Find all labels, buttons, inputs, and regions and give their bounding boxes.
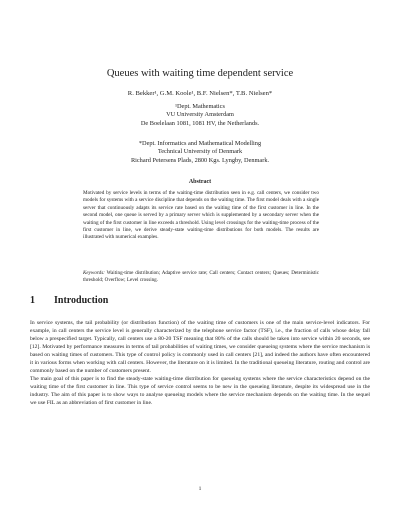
abstract-heading: Abstract [188,179,212,185]
affiliation-line: Technical University of Denmark [157,148,243,156]
affiliation-line: Richard Petersens Plads, 2800 Kgs. Lyngby, Denmark. [130,156,270,164]
section-number: 1 [30,295,35,306]
abstract-text: Motivated by service levels in terms of the waiting-time distribution seen in e.g. call centers, we consider two models for systems with a service discipline that depends on the waiting time. The first model deals with a single server that continuously adapts its service rate based on the waiting time of the first customer in line. In the second model, one queue is served by a primary server which is supplemented by a secondary server when the waiting of the first customer in line exceeds a threshold. Using level crossings for the waiting-time process of the first customer in line, we derive steady-state waiting-time distributions for both models. The results are illustrated with numerical examples. [83,190,319,241]
keywords-list: Waiting-time distribution; Adaptive service rate; Call centers; Contact centers; Queues; Deterministic threshold; Overflow; Level crossing. [83,270,319,284]
paragraph: In service systems, the tail probability (or distribution function) of the waiting time of customers is one of the main service-level indicators. For example, in call centers the service level is generally characterized by the telephone service factor (TSF), i.e., the fraction of calls whose delay fall below a prespecified target. Typically, call centers use a 80-20 TSF meaning that 80% of the calls should be taken into service within 20 seconds, see [12]. Motivated by performance measures in terms of tail probabilities of waiting times, we consider queueing systems where the service mechanism is based on waiting times of customers. This type of control policy is commonly used in call centers [21], and indeed the authors have often encountered it in various forms when working with call centers. However, the literature on it is limited. In the traditional queueing literature, routing and control are commonly based on the number of customers present. [30,320,370,374]
affiliation-1 [0,103,400,128]
keywords [83,270,319,285]
keywords-label: Keywords: [83,270,105,276]
paragraph: The main goal of this paper is to find the steady-state waiting-time distribution for queueing systems where the service characteristics depend on the waiting time of the first customer in line. This type of service control seems to be new in the queueing literature, despite its widespread use in the industry. The aim of this paper is to show ways to analyse queueing models where the service mechanism depends on the waiting time. In the sequel we use FIL as an abbreviation of first customer in line. [30,375,370,406]
page-number: 1 [198,486,202,492]
section-title: Introduction [54,295,109,306]
affiliation-line: De Boelelaan 1081, 1081 HV, the Netherlands. [140,119,260,127]
affiliation-2 [0,140,400,165]
author-list: R. Bekker¹, G.M. Koole¹, B.F. Nielsen*, T.B. Nielsen* [127,90,273,97]
affiliation-line: *Dept. Informatics and Mathematical Modelling [138,140,262,147]
affiliation-line: ¹Dept. Mathematics [175,103,225,110]
section-heading [30,295,108,306]
section-body [30,320,370,407]
affiliation-line: VU University Amsterdam [166,111,234,119]
paper-title: Queues with waiting time dependent service [106,68,294,79]
